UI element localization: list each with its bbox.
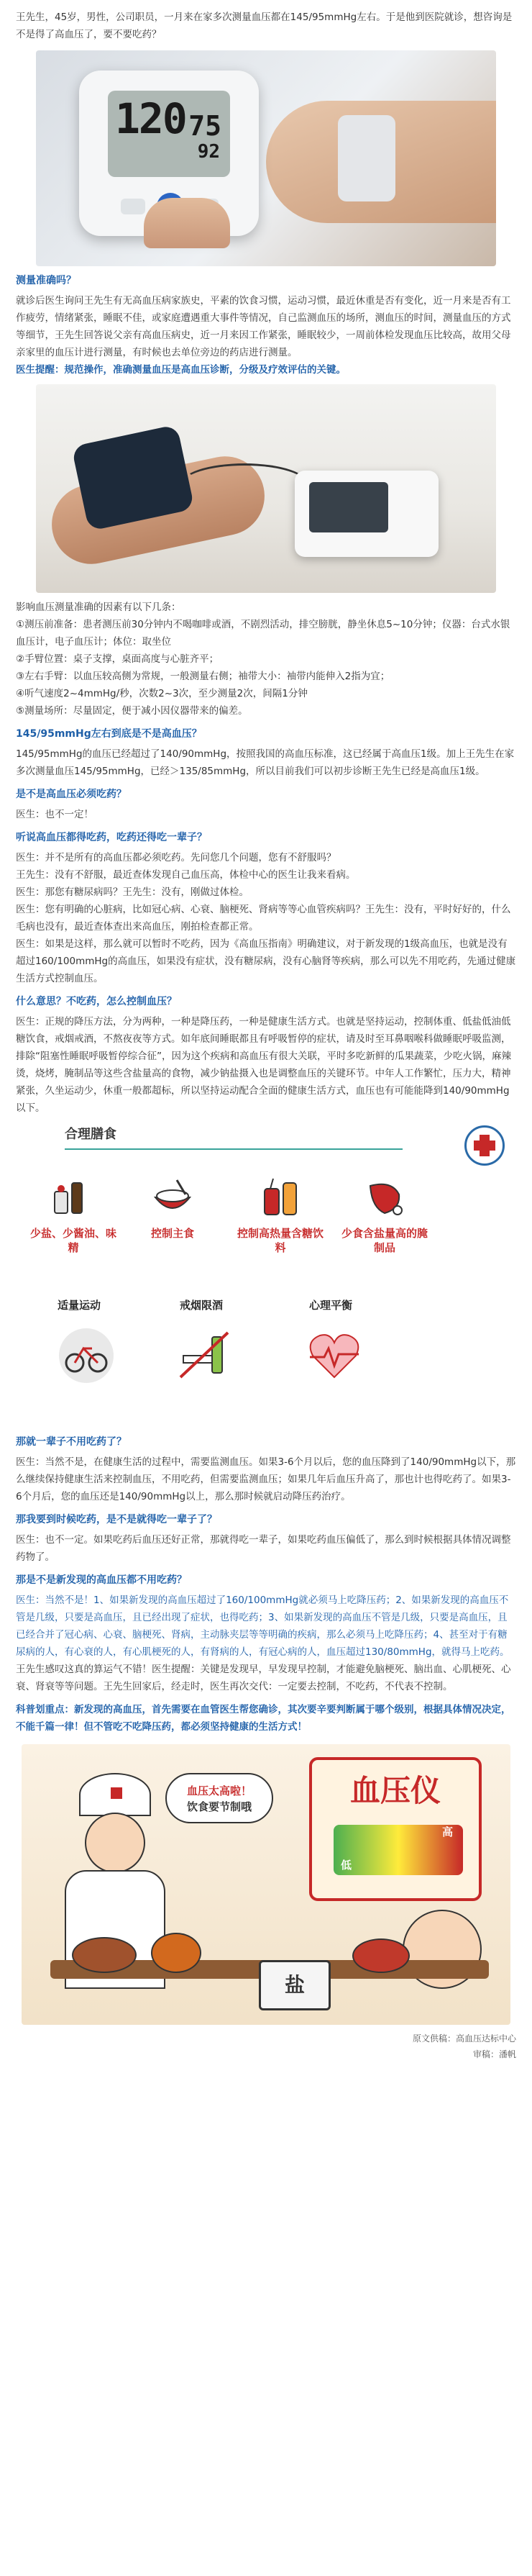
- reviewer-credit: 审稿：潘帆: [472, 2049, 516, 2059]
- meat-food-icon: [72, 1937, 137, 1973]
- dialog-line: 医生：并不是所有的高血压都必须吃药。先问您几个问题，您有不舒服吗？: [16, 852, 336, 863]
- item-label: 戒烟限酒: [179, 1299, 223, 1312]
- item-label: 控制主食: [150, 1227, 194, 1240]
- bp-gauge: [334, 1825, 463, 1875]
- doctor-face: [85, 1813, 145, 1873]
- finger-shape: [144, 198, 230, 248]
- section2-line: ⑤测量场所：尽量固定，便于减小因仪器带来的偏差。: [16, 705, 248, 717]
- doctor-tip: [16, 361, 516, 378]
- doctor-hat-icon: [79, 1773, 151, 1816]
- tip-text: 规范操作，准确测量血压是高血压诊断，分级及疗效评估的关键。: [64, 364, 346, 376]
- closing-highlight: 科普划重点：新发现的高血压，首先需要在血管医生帮您确诊，其次要辛要判断属于哪个级别，根据具体情况决定，不能千篇一律！但不管吃不吃降压药，都必须坚持健康的生活方式！: [16, 1704, 511, 1733]
- section2-line: 影响血压测量准确的因素有以下几条：: [16, 602, 181, 613]
- section2-line: ③左右手臂：以血压较高侧为常规，一般测量右侧；袖带大小：袖带内能伸入2指为宜；: [16, 671, 390, 682]
- item-label: 少食含盐量高的腌制品: [341, 1227, 428, 1254]
- bp-sign-title: 血压仪: [349, 1773, 441, 1808]
- item-label: 控制高热量含糖饮料: [237, 1227, 324, 1254]
- dialog-line: 王先生：没有不舒服，最近查体发现自己血压高，体检中心的医生让我来看病。: [16, 869, 356, 881]
- item-label: 少盐、少酱油、味精: [30, 1227, 117, 1254]
- bicycle-icon: [58, 1327, 115, 1384]
- ham-food-icon: [352, 1938, 410, 1973]
- rice-bowl-icon: [151, 1176, 194, 1219]
- salt-soy-icon: [50, 1176, 93, 1219]
- section9-blue-body: 医生：当然不是！1、如果新发现的高血压超过了160/100mmHg就必须马上吃降压药；2、如果新发现的高血压不管是几级，只要是高血压，且已经出现了症状，也得吃药；3、如果新发现的高血压不管是几级，只要是高血压，且已经合并了冠心病、心衰、脑梗死、肾病，主动脉夹层等等明确的疾病，那么必须马上吃降压药；4、甚至对于有糖尿病的人，有心衰的人，有心肌梗死的人，有肾病的人，有冠心病的人，血压超过130/80mmHg，就得马上吃药。: [16, 1595, 510, 1658]
- section9-heading: 那是不是新发现的高血压都不用吃药？: [16, 1574, 187, 1586]
- medical-cross-icon: [464, 1125, 505, 1166]
- pulse-reading: 92: [197, 141, 220, 163]
- section1-heading: 测量准确吗？: [16, 275, 76, 286]
- section8-heading: 那我要到时候吃药，是不是就得吃一辈子了？: [16, 1514, 217, 1525]
- dialog-line: 医生：如果是这样，那么就可以暂时不吃药，因为《高血压指南》明确建议，对于新发现的1级高血压，也就是没有超过160/100mmHg的高血压，如果没有症状，没有糖尿病，没有心脑肾等疾病，那么可以先不用吃药，先通过健康生活方式控制血压。: [16, 938, 516, 984]
- no-smoking-drinking-icon: [176, 1327, 234, 1384]
- sugary-drink-icon: [259, 1176, 302, 1219]
- section2-line: ④听气速度2~4mmHg/秒，次数2~3次，至少测量2次，间隔1分钟: [16, 688, 308, 699]
- section7-heading: 那就一辈子不用吃药了？: [16, 1436, 127, 1448]
- lifestyle-infographic: [22, 1125, 510, 1428]
- section6-body: 医生：正规的降压方法，分为两种，一种是降压药，一种是健康生活方式。也就是坚持运动，控制体重、低盐低油低糖饮食，戒烟戒酒，不熬夜夜等方式。如年底间睡眠都且有呼吸暂停的症状，请及时至耳鼻咽喉科做睡眠呼吸监测，排除“阻塞性睡眠呼吸暂停综合征”，因为这个疾病和高血压有很大关联，平时多吃新鲜的瓜果蔬菜，少吃火锅，麻辣烫，烧烤，腌制品等这些含盐量高的食物，减少钠盐摄入也是调整血压的关键环节。中年人工作繁忙，压力大，精神紧张，久坐运动少，休重一般都超标，所以坚持运动配合全面的健康生活方式，血压也有可能能降到140/90mmHg以下。: [16, 1016, 511, 1114]
- section8-body: 医生：也不一定。如果吃药后血压还好正常，那就得吃一辈子，如果吃药血压偏低了，那么到时候根据具体情况调整药物了。: [16, 1534, 511, 1563]
- diastolic-reading: 75: [188, 110, 221, 142]
- bp-sign: [309, 1757, 482, 1901]
- bp-monitor-photo: [36, 50, 496, 266]
- bubble-line: 血压太高啦！: [186, 1784, 252, 1797]
- section6-heading: 什么意思？不吃药，怎么控制血压？: [16, 996, 177, 1007]
- section3-body: 145/95mmHg的血压已经超过了140/90mmHg，按照我国的高血压标准，这已经属于高血压1级。加上王先生在家多次测量血压145/95mmHg，已经＞135/85mmHg，所以目前我们可以初步诊断王先生已经是高血压1级。: [16, 748, 515, 777]
- salt-box: 盐: [259, 1960, 331, 2010]
- bubble-line: 饮食要节制哦: [186, 1800, 252, 1813]
- item-label: 适量运动: [57, 1299, 101, 1312]
- dialog-line: 医生：那您有糖尿病吗？王先生：没有，刚做过体检。: [16, 886, 249, 898]
- speech-bubble: [165, 1773, 273, 1823]
- intro-paragraph: 王先生，45岁，男性，公司职员，一月来在家多次测量血压都在145/95mmHg左右。于是他到医院就诊，想咨询是不是得了高血压了，要不要吃药？: [16, 12, 513, 40]
- section4-body: 医生：也不一定！: [16, 809, 93, 820]
- gauge-low-label: 低: [341, 1859, 352, 1872]
- section9-body2: 王先生感叹这真的算运气不错！医生提醒：关键是发现早，早发现早控制，才能避免脑梗死、脑出血、心肌梗死、心衰、肾衰等等问题。王先生回家后，经走时，医生再次交代：一定要去控制，不吃药，不代表不控制。: [16, 1664, 511, 1692]
- cuff-shape: [338, 115, 395, 201]
- source-credit: 原文供稿：高血压达标中心: [412, 2033, 516, 2044]
- section1-body: 就诊后医生询问王先生有无高血压病家族史，平素的饮食习惯，运动习惯，最近休重是否有变化，近一月来是否有工作疲劳，情绪紧张，睡眠不佳，或家庭遭遇重大事件等情况，自己监测血压的场所，测血压的时间，测量血压的方式等细节，王先生回答说父亲有高血压病史，近一月来因工作紧张，睡眠较少，一周前体检发现血压比较高，故用父母亲家里的血压计进行测量，有时候也去单位旁边的药店进行测量。: [16, 295, 511, 358]
- tube-shape: [180, 463, 309, 507]
- section5-dialog: [0, 849, 532, 987]
- section4-heading: 是不是高血压必须吃药？: [16, 789, 127, 800]
- section5-heading: 听说高血压都得吃药，吃药还得吃一辈子？: [16, 832, 207, 843]
- bp-measurement-photo: [36, 384, 496, 593]
- tip-label: 医生提醒：: [16, 364, 65, 376]
- gauge-high-label: 高: [441, 1826, 453, 1838]
- monitor-device-2: [295, 471, 439, 557]
- chicken-food-icon: [151, 1933, 201, 1973]
- infographic-title: 合理膳食: [65, 1127, 116, 1142]
- infographic-divider: [65, 1148, 403, 1150]
- doctor-cartoon: [22, 1744, 510, 2025]
- monitor-screen-2: [309, 482, 388, 532]
- heart-pulse-icon: [306, 1327, 363, 1384]
- pickled-meat-icon: [363, 1176, 406, 1219]
- item-label: 心理平衡: [308, 1299, 352, 1312]
- section2-line: ②手臂位置：桌子支撑，桌面高度与心脏齐平；: [16, 653, 219, 665]
- section2-line: ①测压前准备：患者测压前30分钟内不喝咖啡或酒，不剧烈活动，排空膀胱，静坐休息5~10分钟；仪器：台式水银血压计，电子血压计；体位：取坐位: [16, 619, 510, 648]
- monitor-button-left: [121, 199, 145, 214]
- monitor-screen: [108, 91, 230, 177]
- systolic-reading: 120: [115, 94, 186, 143]
- dialog-line: 医生：您有明确的心脏病，比如冠心病、心衰、脑梗死、肾病等等心血管疾病吗？王先生：没有，平时好好的，什么毛病也没有，最近查体查出来高血压，刚拍检查都正常。: [16, 904, 511, 933]
- section7-body: 医生：当然不是，在健康生活的过程中，需要监测血压。如果3-6个月以后，您的血压降到了140/90mmHg以下，那么继续保持健康生活来控制血压，不用吃药，但需要监测血压；如果几年后血压升高了，那也计也得吃药了。如果3-6个月后，您的血压还是140/90mmHg以上，那么那时候就启动降压药治疗。: [16, 1456, 516, 1502]
- section3-heading: 145/95mmHg左右到底是不是高血压？: [16, 728, 202, 740]
- section2: [0, 599, 532, 720]
